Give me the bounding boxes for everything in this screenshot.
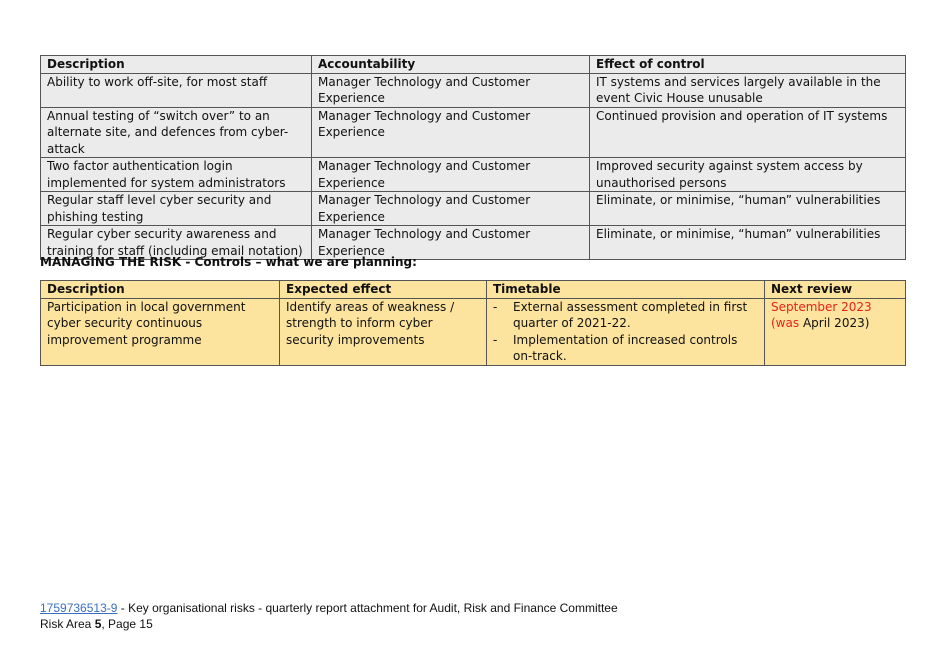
header-expected-effect: Expected effect — [280, 281, 487, 299]
cell-description: Participation in local government cyber security continuous improvement programme — [41, 298, 280, 365]
timetable-list — [493, 299, 758, 365]
table-row — [41, 298, 906, 365]
list-item: - External assessment completed in first quarter of 2021-22. — [493, 299, 758, 332]
footer-doc-line — [40, 600, 618, 616]
cell-description: Two factor authentication login implemented for system administrators — [41, 158, 312, 192]
cell-effect: Eliminate, or minimise, “human” vulnerabilities — [590, 226, 906, 260]
planned-controls-table — [40, 280, 906, 366]
cell-effect: Eliminate, or minimise, “human” vulnerabilities — [590, 192, 906, 226]
next-review-new-date: September 2023 (was — [771, 299, 872, 330]
cell-effect: Continued provision and operation of IT systems — [590, 107, 906, 158]
page-number: , Page 15 — [101, 617, 153, 631]
cell-effect: Improved security against system access by unauthorised persons — [590, 158, 906, 192]
table-row — [41, 73, 906, 107]
next-review-old-date: April 2023) — [802, 316, 870, 330]
list-item: - Implementation of increased controls on-track. — [493, 332, 758, 365]
cell-effect: IT systems and services largely available in the event Civic House unusable — [590, 73, 906, 107]
header-next-review: Next review — [765, 281, 906, 299]
cell-accountability: Manager Technology and Customer Experience — [312, 192, 590, 226]
cell-expected-effect: Identify areas of weakness / strength to inform cyber security improvements — [280, 298, 487, 365]
risk-area-label: Risk Area — [40, 617, 95, 631]
header-timetable: Timetable — [487, 281, 765, 299]
current-controls-table — [40, 55, 906, 260]
cell-accountability: Manager Technology and Customer Experience — [312, 107, 590, 158]
footer-page-line — [40, 616, 153, 632]
document-title: - Key organisational risks - quarterly report attachment for Audit, Risk and Finance Committee — [117, 601, 618, 615]
cell-timetable — [487, 298, 765, 365]
table-row — [41, 107, 906, 158]
cell-accountability: Manager Technology and Customer Experience — [312, 158, 590, 192]
cell-description: Ability to work off-site, for most staff — [41, 73, 312, 107]
header-description: Description — [41, 56, 312, 74]
section-heading: MANAGING THE RISK - Controls – what we are planning: — [40, 255, 417, 269]
risk-area-number: 5 — [94, 617, 102, 631]
header-description: Description — [41, 281, 280, 299]
cell-description: Annual testing of “switch over” to an alternate site, and defences from cyber-attack — [41, 107, 312, 158]
cell-description: Regular staff level cyber security and phishing testing — [41, 192, 312, 226]
table-row — [41, 158, 906, 192]
cell-accountability: Manager Technology and Customer Experience — [312, 226, 590, 260]
table-row — [41, 192, 906, 226]
document-link[interactable]: 1759736513-9 — [40, 601, 118, 615]
cell-accountability: Manager Technology and Customer Experience — [312, 73, 590, 107]
cell-description: Regular cyber security awareness and training for staff (including email notation) — [41, 226, 312, 260]
table-header-row — [41, 56, 906, 74]
cell-next-review — [765, 298, 906, 365]
header-effect-of-control: Effect of control — [590, 56, 906, 74]
table-header-row — [41, 281, 906, 299]
header-accountability: Accountability — [312, 56, 590, 74]
